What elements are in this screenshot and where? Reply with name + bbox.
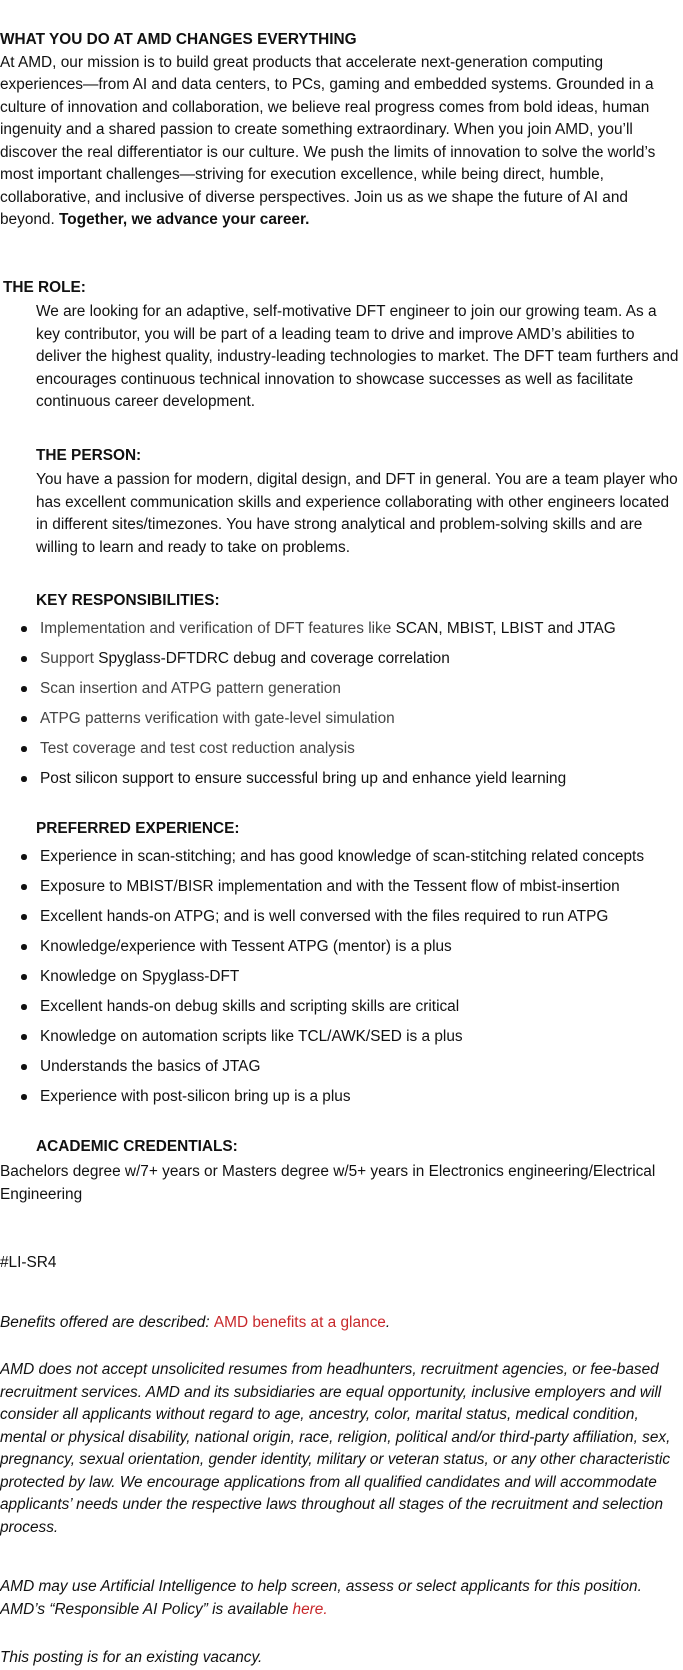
eeo-statement: AMD does not accept unsolicited resumes from headhunters, recruitment agencies, or fee-based recruitment services. AMD and its subsidiaries are equal opportunity, inclusive employers and will consider all applicants without regard to age, ancestry, color, marital status, medical condition, mental or physical disability, national origin, race, religion, political and/or third-party affiliation, sex, pregnancy, sexual orientation, gender identity, military or veteran status, or any other characteristic protected by law. We encourage applications from all qualified candidates and will accommodate applicants’ needs under the respective laws throughout all stages of the recruitment and selection process. [0, 1361, 671, 1536]
ai-policy-text: AMD may use Artificial Intelligence to help screen, assess or select applicants for this position. AMD’s “Responsible AI Policy” is available [0, 1578, 642, 1618]
ai-policy [0, 1576, 683, 1621]
list-item-text: ATPG patterns verification with gate-level simulation [40, 710, 395, 727]
list-item-text: Scan insertion and ATPG pattern generation [40, 680, 341, 697]
list-item: Exposure to MBIST/BISR implementation and with the Tessent flow of mbist-insertion [0, 872, 683, 902]
person-heading: THE PERSON: [36, 447, 142, 464]
benefits-line [0, 1312, 390, 1335]
list-item-text: Implementation and verification of DFT features like [40, 620, 396, 637]
benefits-link[interactable]: AMD benefits at a glance [213, 1314, 386, 1331]
list-item: Knowledge/experience with Tessent ATPG (mentor) is a plus [0, 932, 683, 962]
intro-body-text: At AMD, our mission is to build great products that accelerate next-generation computing experiences—from AI and data centers, to PCs, gaming and embedded systems. Grounded in a culture of innovation and collaboration, we believe real progress comes from bold ideas, human ingenuity and a shared passion to create something extraordinary. When you join AMD, you’ll discover the real differentiator is our culture. We push the limits of innovation to solve the world’s most important challenges—striving for execution excellence, while being direct, humble, collaborative, and inclusive of diverse perspectives. Join us as we shape the future of AI and beyond. [0, 53, 656, 228]
list-item [0, 644, 683, 674]
list-item: Excellent hands-on debug skills and scripting skills are critical [0, 992, 683, 1022]
list-item-text: Post silicon support to ensure successful bring up and enhance yield learning [40, 770, 567, 787]
ai-policy-link[interactable]: here. [292, 1600, 328, 1618]
list-item: Knowledge on automation scripts like TCL/AWK/SED is a plus [0, 1022, 683, 1052]
list-item: Excellent hands-on ATPG; and is well conversed with the files required to run ATPG [0, 902, 683, 932]
benefits-prefix: Benefits offered are described: [0, 1314, 214, 1331]
responsibilities-list [0, 614, 683, 794]
hashtag: #LI-SR4 [0, 1254, 57, 1271]
benefits-suffix: . [385, 1314, 391, 1331]
list-item [0, 704, 683, 734]
list-item-text: SCAN, MBIST, LBIST and JTAG [395, 620, 616, 637]
academic-body: Bachelors degree w/7+ years or Masters degree w/5+ years in Electronics engineering/Electrical Engineering [0, 1163, 656, 1203]
academic-heading: ACADEMIC CREDENTIALS: [36, 1138, 238, 1155]
person-body: You have a passion for modern, digital design, and DFT in general. You are a team player who has excellent communication skills and experience collaborating with other engineers located in different sites/timezones. You have strong analytical and problem-solving skills and are willing to learn and ready to take on problems. [36, 471, 678, 556]
intro-heading: WHAT YOU DO AT AMD CHANGES EVERYTHING [0, 31, 357, 48]
list-item: Experience with post-silicon bring up is a plus [0, 1082, 683, 1112]
list-item-text: Test coverage and test cost reduction analysis [40, 740, 355, 757]
experience-list [0, 842, 683, 1112]
list-item: Knowledge on Spyglass-DFT [0, 962, 683, 992]
experience-heading: PREFERRED EXPERIENCE: [36, 820, 240, 837]
list-item-text: Support [40, 650, 99, 667]
list-item-text: Spyglass-DFTDRC debug and coverage correlation [98, 650, 450, 667]
list-item: Understands the basics of JTAG [0, 1052, 683, 1082]
list-item [0, 764, 683, 794]
intro-tagline: Together, we advance your career. [59, 211, 310, 228]
role-body: We are looking for an adaptive, self-motivative DFT engineer to join our growing team. As a key contributor, you will be part of a leading team to drive and improve AMD’s abilities to deliver the highest quality, industry-leading technologies to market. The DFT team furthers and encourages continuous technical innovation to showcase successes as well as facilitate continuous career development. [36, 303, 679, 410]
intro-body [0, 52, 683, 232]
list-item [0, 674, 683, 704]
list-item [0, 614, 683, 644]
intro-section [0, 29, 683, 232]
list-item: Experience in scan-stitching; and has good knowledge of scan-stitching related concepts [0, 842, 683, 872]
vacancy-note: This posting is for an existing vacancy. [0, 1649, 263, 1666]
responsibilities-heading: KEY RESPONSIBILITIES: [36, 592, 220, 609]
list-item [0, 734, 683, 764]
role-heading: THE ROLE: [3, 279, 86, 296]
